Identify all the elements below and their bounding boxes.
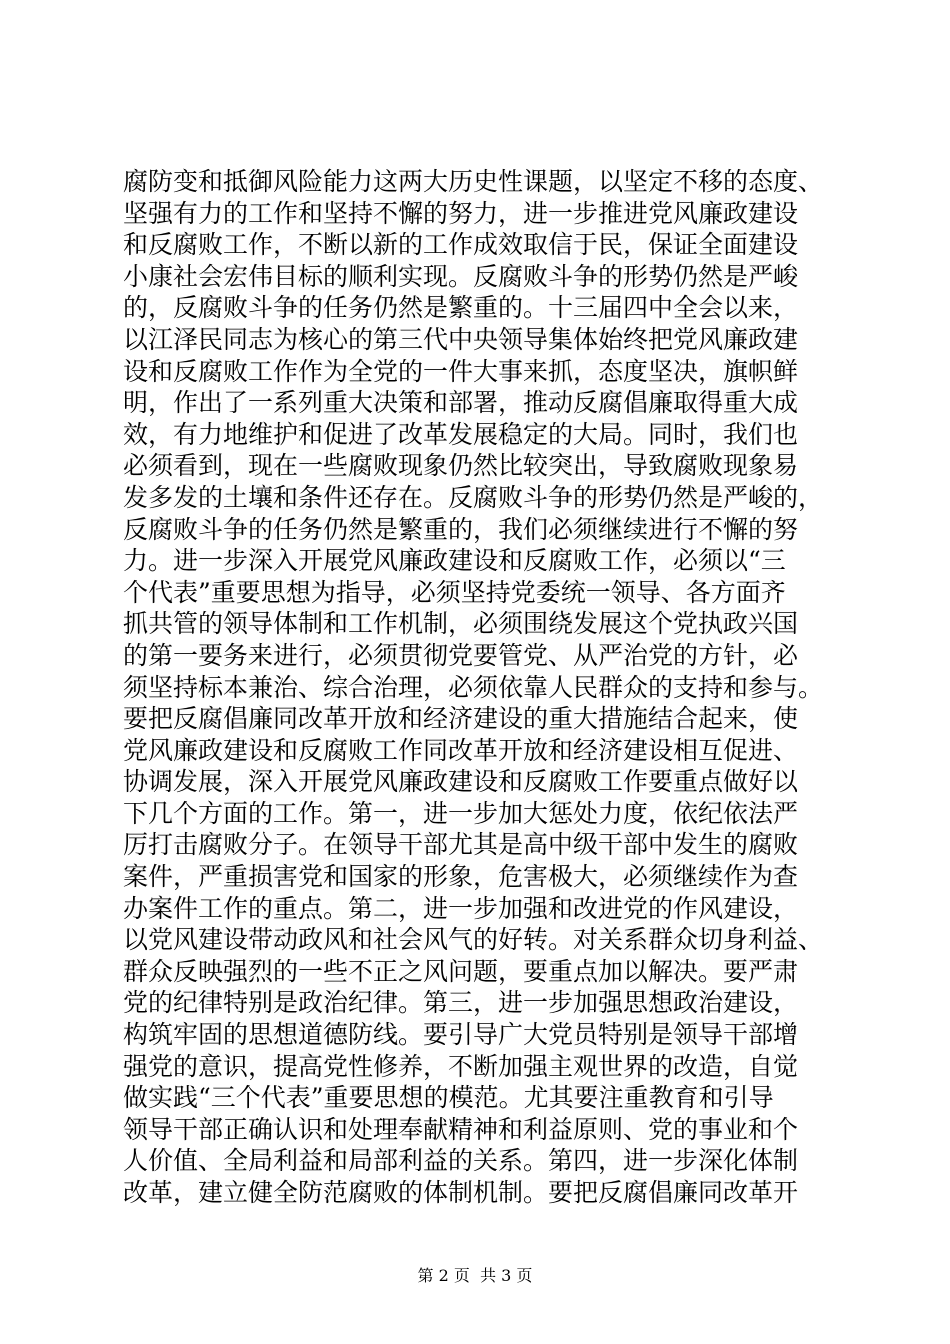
text-line: 发多发的土壤和条件还存在。反腐败斗争的形势仍然是严峻的， — [123, 482, 824, 512]
text-line: 群众反映强烈的一些不正之风问题，要重点加以解决。要严肃 — [123, 956, 799, 986]
text-line: 以党风建设带动政风和社会风气的好转。对关系群众切身利益、 — [123, 925, 824, 955]
text-line: 抓共管的领导体制和工作机制，必须围绕发展这个党执政兴国 — [123, 609, 799, 639]
text-line: 必须看到，现在一些腐败现象仍然比较突出，导致腐败现象易 — [123, 451, 799, 481]
text-line: 力。进一步深入开展党风廉政建设和反腐败工作，必须以“三 — [123, 546, 786, 576]
text-line: 须坚持标本兼治、综合治理，必须依靠人民群众的支持和参与。 — [123, 672, 824, 702]
text-line: 厉打击腐败分子。在领导干部尤其是高中级干部中发生的腐败 — [123, 830, 799, 860]
text-line: 坚强有力的工作和坚持不懈的努力，进一步推进党风廉政建设 — [123, 198, 799, 228]
text-line: 小康社会宏伟目标的顺利实现。反腐败斗争的形势仍然是严峻 — [123, 261, 799, 291]
text-line: 的，反腐败斗争的任务仍然是繁重的。十三届四中全会以来， — [123, 293, 799, 323]
text-line: 个代表”重要思想为指导，必须坚持党委统一领导、各方面齐 — [123, 577, 786, 607]
body-text — [123, 166, 843, 1209]
text-line: 效，有力地维护和促进了改革发展稳定的大局。同时，我们也 — [123, 419, 799, 449]
text-line: 改革，建立健全防范腐败的体制机制。要把反腐倡廉同改革开 — [123, 1178, 799, 1207]
text-line: 做实践“三个代表”重要思想的模范。尤其要注重教育和引导 — [123, 1083, 774, 1113]
text-line: 腐防变和抵御风险能力这两大历史性课题，以坚定不移的态度、 — [123, 167, 824, 196]
text-line: 下几个方面的工作。第一，进一步加大惩处力度，依纪依法严 — [123, 798, 799, 828]
text-line: 领导干部正确认识和处理奉献精神和利益原则、党的事业和个 — [123, 1114, 799, 1144]
page-footer: 第 2 页 共 3 页 — [417, 1266, 533, 1285]
text-line: 人价值、全局利益和局部利益的关系。第四，进一步深化体制 — [123, 1146, 799, 1176]
text-line: 的第一要务来进行，必须贯彻党要管党、从严治党的方针，必 — [123, 640, 799, 670]
text-line: 设和反腐败工作作为全党的一件大事来抓，态度坚决，旗帜鲜 — [123, 356, 799, 386]
text-line: 和反腐败工作，不断以新的工作成效取信于民，保证全面建设 — [123, 230, 799, 260]
text-line: 办案件工作的重点。第二，进一步加强和改进党的作风建设， — [123, 893, 799, 923]
text-line: 以江泽民同志为核心的第三代中央领导集体始终把党风廉政建 — [123, 324, 799, 354]
text-line: 反腐败斗争的任务仍然是繁重的，我们必须继续进行不懈的努 — [123, 514, 799, 544]
text-line: 协调发展，深入开展党风廉政建设和反腐败工作要重点做好以 — [123, 767, 799, 797]
text-line: 党风廉政建设和反腐败工作同改革开放和经济建设相互促进、 — [123, 735, 799, 765]
text-line: 要把反腐倡廉同改革开放和经济建设的重大措施结合起来，使 — [123, 704, 799, 734]
text-line: 构筑牢固的思想道德防线。要引导广大党员特别是领导干部增 — [123, 1020, 799, 1050]
text-line: 案件，严重损害党和国家的形象，危害极大，必须继续作为查 — [123, 862, 799, 892]
text-line: 党的纪律特别是政治纪律。第三，进一步加强思想政治建设， — [123, 988, 799, 1018]
text-line: 明，作出了一系列重大决策和部署，推动反腐倡廉取得重大成 — [123, 388, 799, 418]
text-line: 强党的意识，提高党性修养，不断加强主观世界的改造，自觉 — [123, 1051, 799, 1081]
